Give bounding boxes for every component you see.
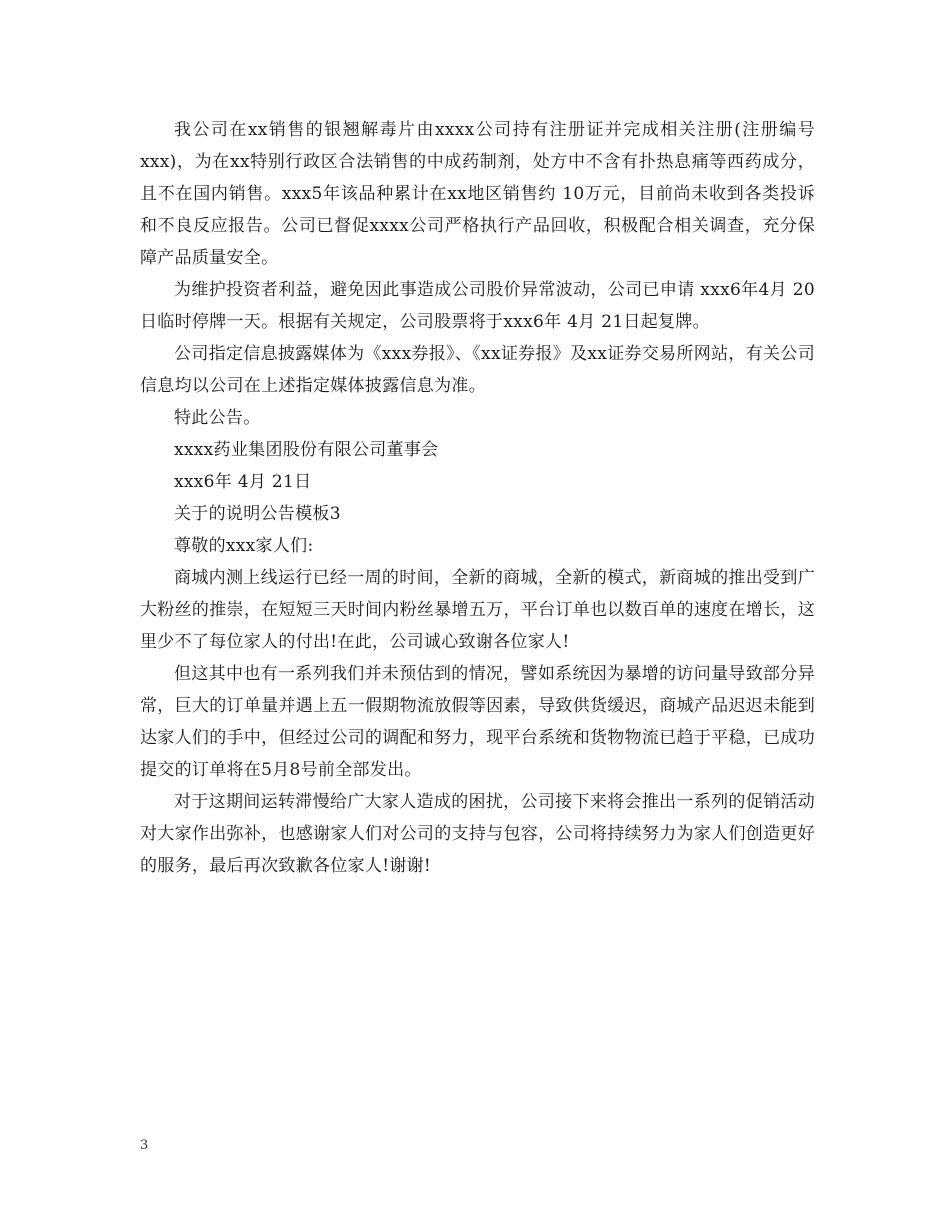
paragraph-issues: 但这其中也有一系列我们并未预估到的情况，譬如系统因为暴增的访问量导致部分异常，巨大的订单量并遇上五一假期物流放假等因素，导致供货缓迟，商城产品迟迟未能到达家人们的手中，但经过公司的调配和努力，现平台系统和货物物流已趋于平稳，已成功提交的订单将在5月8号前全部发出。	[140, 664, 815, 780]
paragraph-registration: 我公司在xx销售的银翘解毒片由xxxx公司持有注册证并完成相关注册(注册编号xxx)，为在xx特别行政区合法销售的中成药制剂，处方中不含有扑热息痛等西药成分，且不在国内销售。xxx5年该品种累计在xx地区销售约 10万元，目前尚未收到各类投诉和不良反应报告。公司已督促xxxx公司严格执行产品回收，积极配合相关调查，充分保障产品质量安全。	[140, 120, 815, 268]
paragraph-announcement-close: 特此公告。	[174, 408, 261, 428]
page-number: 3	[140, 1138, 149, 1153]
signature-board: xxxx药业集团股份有限公司董事会	[174, 440, 439, 460]
paragraph-launch: 商城内测上线运行已经一周的时间，全新的商城，全新的模式，新商城的推出受到广大粉丝的推崇，在短短三天时间内粉丝暴增五万，平台订单也以数百单的速度在增长，这里少不了每位家人的付出!在此，公司诚心致谢各位家人!	[140, 568, 815, 652]
signature-date: xxx6年 4月 21日	[174, 472, 312, 492]
salutation: 尊敬的xxx家人们:	[174, 536, 314, 556]
paragraph-apology: 对于这期间运转滞慢给广大家人造成的困扰，公司接下来将会推出一系列的促销活动对大家作出弥补，也感谢家人们对公司的支持与包容，公司将持续努力为家人们创造更好的服务，最后再次致歉各位家人!谢谢!	[140, 792, 815, 876]
section-heading: 关于的说明公告模板3	[174, 504, 341, 524]
paragraph-media: 公司指定信息披露媒体为《xxx券报》、《xx证券报》及xx证券交易所网站，有关公司信息均以公司在上述指定媒体披露信息为准。	[140, 344, 815, 396]
document-body	[140, 114, 815, 882]
paragraph-suspension: 为维护投资者利益，避免因此事造成公司股价异常波动，公司已申请 xxx6年4月 20日临时停牌一天。根据有关规定，公司股票将于xxx6年 4月 21日起复牌。	[140, 280, 815, 332]
